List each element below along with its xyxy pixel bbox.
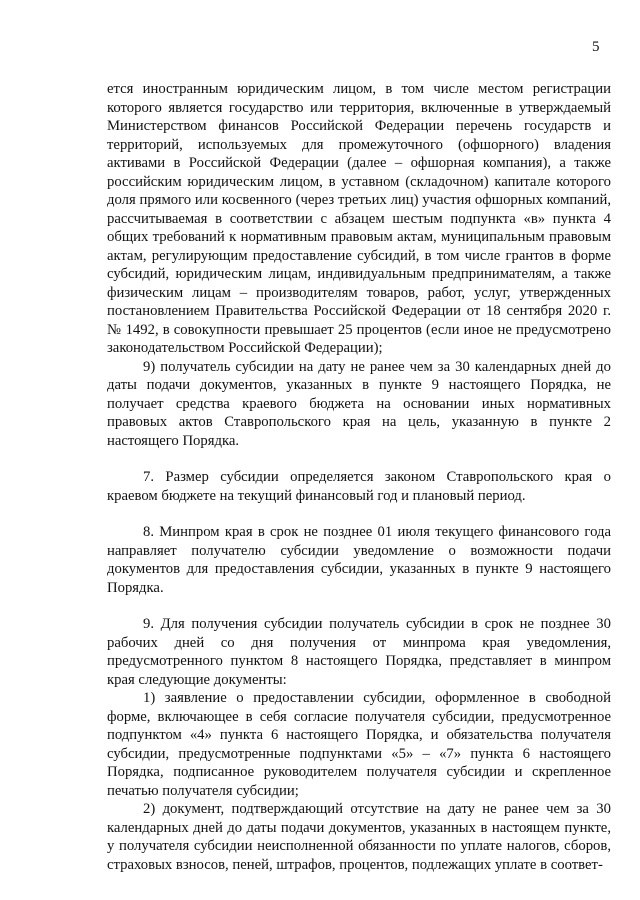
paragraph-item-9: 9) получатель субсидии на дату не ранее чем за 30 календарных дней до даты подачи документов, указанных в пункте 9 настоящего Порядка, не получает средства краевого бюджета на основании иных нормативных правовых актов Ставропольского края на цель, указанную в пункте 2 настоящего Порядка. <box>107 358 611 449</box>
paragraph-section-7: 7. Размер субсидии определяется законом Ставропольского края о краевом бюджете на текущий финансовый год и плановый период. <box>107 469 611 504</box>
paragraph-continuation: ется иностранным юридическим лицом, в том числе местом регистрации которого является государство или территория, включенные в утверждаемый Министерством финансов Российской Федерации перечень государств и территорий, используемых для промежуточного (офшорного) владения активами в Российской Федерации (далее – офшорная компания), а также российским юридическим лицом, в уставном (складочном) капитале которого доля прямого или косвенного (через третьих лиц) участия офшорных компаний, рассчитываемая в соответствии с абзацем шестым подпункта «в» пункта 4 общих требований к нормативным правовым актам, муниципальным правовым актам, регулирующим предоставление субсидий, в том числе грантов в форме субсидий, юридическим лицам, индивидуальным предпринимателям, а также физическим лицам – производителям товаров, работ, услуг, утвержденных постановлением Правительства Российской Федерации от 18 сентября 2020 г. № 1492, в совокупности превышает 25 процентов (если иное не предусмотрено законодательством Российской Федерации); <box>107 81 611 356</box>
page-number: 5 <box>592 39 600 55</box>
paragraph-document-2: 2) документ, подтверждающий отсутствие на дату не ранее чем за 30 календарных дней до даты подачи документов, указанных в настоящем пункте, у получателя субсидии неисполненной обязанности по уплате налогов, сборов, страховых взносов, пеней, штрафов, процентов, подлежащих уплате в соответ- <box>107 801 611 873</box>
paragraph-gap <box>107 597 611 615</box>
paragraph-section-9: 9. Для получения субсидии получатель субсидии в срок не позднее 30 рабочих дней со дня получения от минпрома края уведомления, предусмотренного пунктом 8 настоящего Порядка, представляет в минпром края следующие документы: <box>107 616 611 688</box>
paragraph-gap <box>107 450 611 468</box>
paragraph-section-8: 8. Минпром края в срок не позднее 01 июля текущего финансового года направляет получателю субсидии уведомление о возможности подачи документов для предоставления субсидии, указанных в пункте 9 настоящего Порядка. <box>107 524 611 596</box>
document-body <box>107 80 611 874</box>
paragraph-document-1: 1) заявление о предоставлении субсидии, оформленное в свободной форме, включающее в себя согласие получателя субсидии, предусмотренное подпунктом «4» пункта 6 настоящего Порядка, и обязательства получателя субсидии, предусмотренные подпунктами «5» – «7» пункта 6 настоящего Порядка, подписанное руководителем получателя субсидии и скрепленное печатью получателя субсидии; <box>107 690 611 799</box>
paragraph-gap <box>107 505 611 523</box>
